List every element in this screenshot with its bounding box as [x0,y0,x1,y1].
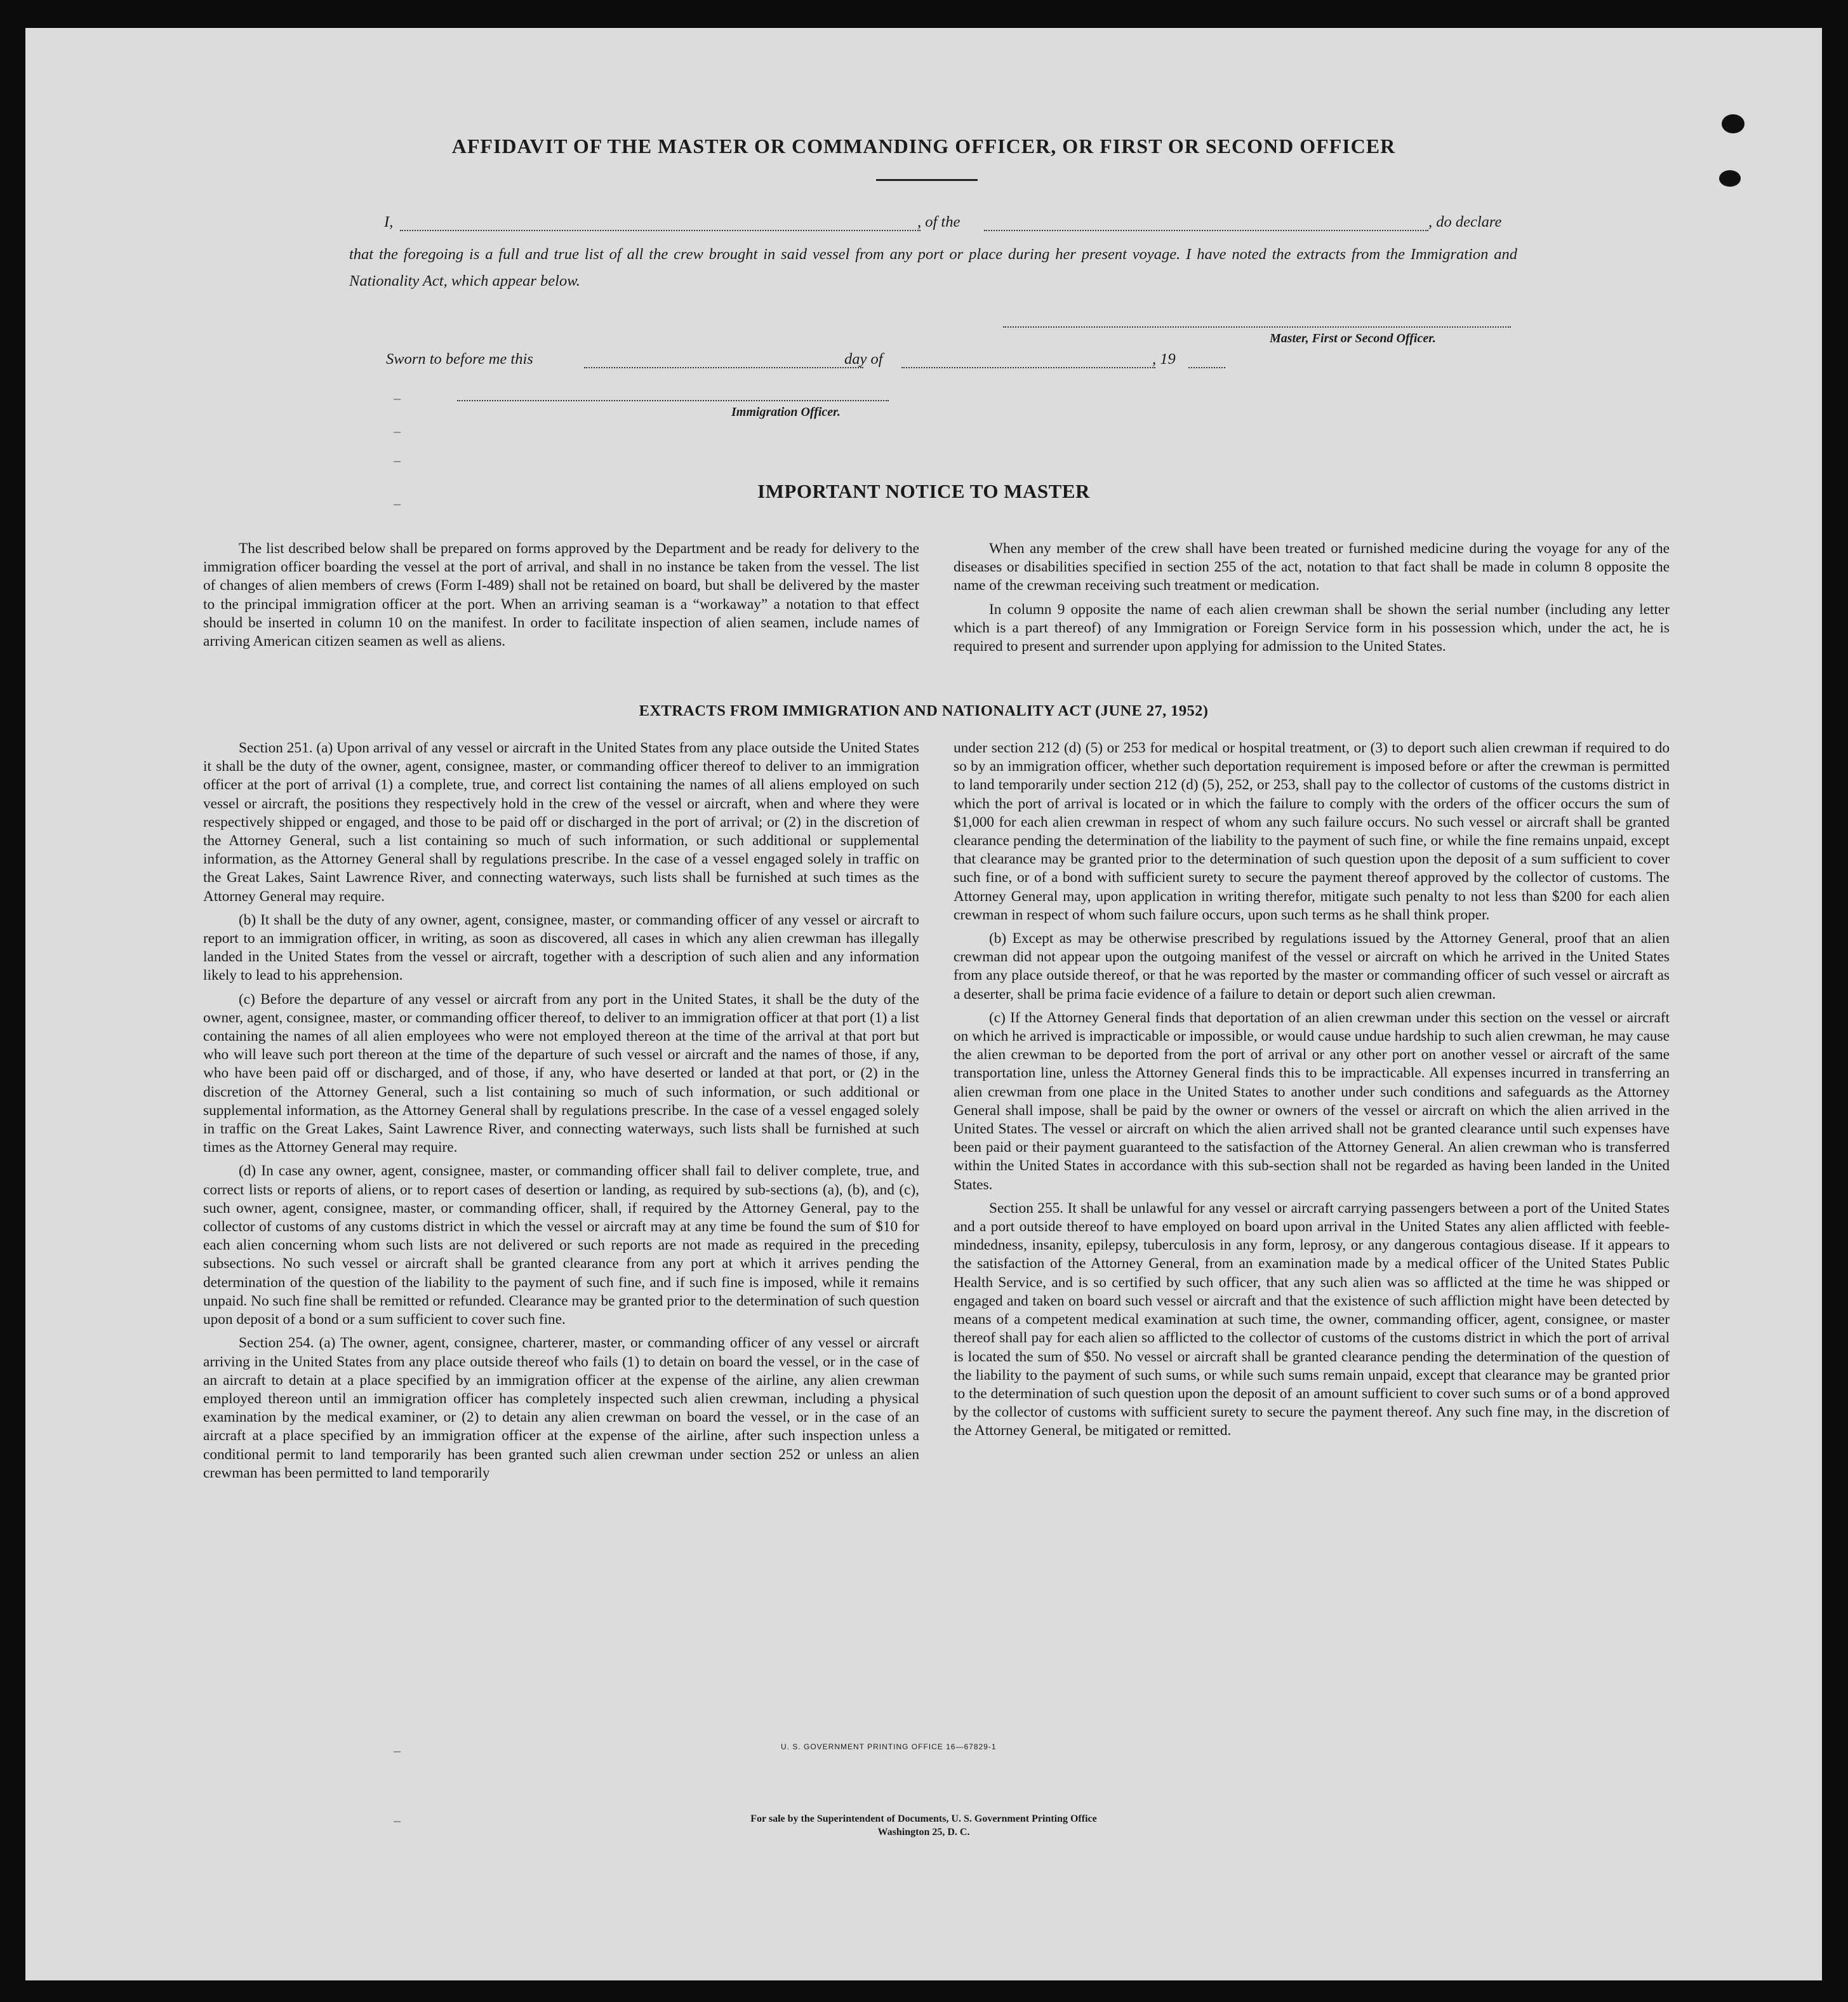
margin-dash: – [394,1742,401,1758]
margin-dash: – [394,495,401,511]
day-of-label: day of [844,350,883,368]
punch-hole-mark [1722,114,1745,133]
declarant-prefix: I, [384,213,394,230]
sale-notice-line1: For sale by the Superintendent of Documents, U. S. Government Printing Office [750,1813,1097,1824]
declaration-text: that the foregoing is a full and true list of all the crew brought in said vessel from any port or place during her present voyage. I have noted the extracts from the Immigration and Nationality Act, which appear below. [349,246,1517,290]
affidavit-title: AFFIDAVIT OF THE MASTER OR COMMANDING OFFICER, OR FIRST OR SECOND OFFICER [451,135,1396,157]
extracts-title: EXTRACTS FROM IMMIGRATION AND NATIONALITY ACT (JUNE 27, 1952) [639,702,1209,719]
sworn-day-field[interactable] [584,367,863,368]
vessel-name-field[interactable] [984,230,1428,231]
printer-imprint: U. S. GOVERNMENT PRINTING OFFICE 16—67829-1 [781,1742,997,1751]
section-255: Section 255. It shall be unlawful for any vessel or aircraft carrying passengers between a port of the United States and a port outside thereof to have employed on board upon arrival in the United States any alien afflicted with feeble-mindedness, insanity, epilepsy, tuberculosis in any form, leprosy, or any dangerous contagious disease. If it appears to the satisfaction of the Attorney General, from an examination made by a medical officer of the United States Public Health Service, and is so certified by such officer, that any such alien was so afflicted at the time he was shipped or engaged and taken on board such vessel or aircraft and that the existence of such affliction might have been detected by means of a competent medical examination at such time, the owner, commanding officer, agent, consignee, or master thereof shall pay for each alien so afflicted to the collector of customs of the customs district in which the port of arrival is located the sum of $50. No vessel or aircraft shall be granted clearance pending the determination of the question of the liability to the payment of such sums, or while such sums remain unpaid, except that clearance may be granted prior to the determination of such question upon the deposit of an amount sufficient to cover such sums or of a bond approved by the collector of customs with sufficient surety to secure the payment thereof. Any such fine may, in the discretion of the Attorney General, be mitigated or remitted. [954,1199,1670,1439]
declarant-name-field[interactable] [400,230,921,231]
section-254b: (b) Except as may be otherwise prescribed by regulations issued by the Attorney General, proof that an alien crewman did not appear upon the outgoing manifest of the vessel or aircraft on which he arrived in the United States from any place outside thereof, or that he was reported by the master or commanding officer of such vessel or aircraft as a deserter, shall be prima facie evidence of a failure to detain or deport such alien crewman. [954,930,1670,1003]
notice-paragraph: In column 9 opposite the name of each alien crewman shall be shown the serial number (including any letter which is a part thereof) of any Immigration or Foreign Service form in his possession which, under the act, he is required to present and surrender upon applying for admission to the United States. [954,601,1670,655]
sale-notice-line2: Washington 25, D. C. [877,1827,970,1838]
section-251d: (d) In case any owner, agent, consignee, master, or commanding officer shall fail to deliver complete, true, and correct lists or reports of aliens, or to report cases of desertion or landing, as required by sub-sections (a), (b), and (c), such owner, agent, consignee, master, or commanding officer, shall, if required by the Attorney General, pay to the collector of customs of any customs district in which the vessel or aircraft may at any time be found the sum of $10 for each alien concerning whom such lists are not delivered or such reports are not made as required in the preceding subsections. No such vessel or aircraft shall be granted clearance from any port at which it arrives pending the determination of the question of the liability to the payment of such fine, and if such fine is imposed, while it remains unpaid. No such fine shall be remitted or refunded. Clearance may be granted prior to the determination of such question upon deposit of a bond or a sum sufficient to cover such fine. [203,1163,919,1328]
section-251a: Section 251. (a) Upon arrival of any vessel or aircraft in the United States from any place outside the United States it shall be the duty of the owner, agent, consignee, master, or commanding officer thereof to deliver to an immigration officer at the port of arrival (1) a complete, true, and correct list containing the names of all aliens employed on such vessel or aircraft, the positions they respectively hold in the crew of the vessel or aircraft, when and where they were respectively shipped or engaged, and those to be paid off or discharged in the port of arrival; or (2) in the discretion of the Attorney General, such a list containing so much of such information, or such additional or supplemental information, as the Attorney General shall by regulations prescribe. In the case of a vessel engaged solely in traffic on the Great Lakes, Saint Lawrence River, and connecting waterways, such lists shall be furnished at such times as the Attorney General may require. [203,740,919,905]
section-254a-continued: under section 212 (d) (5) or 253 for medical or hospital treatment, or (3) to deport such alien crewman if required to do so by an immigration officer, whether such deportation requirement is imposed before or after the crewman is permitted to land temporarily under section 212 (d) (5), 252, or 253, shall pay to the collector of customs of the customs district in which the port of arrival is located or in which the failure to comply with the orders of the officer occurs the sum of $1,000 for each alien crewman in respect of whom any such failure occurs. No such vessel or aircraft shall be granted clearance pending the determination of the liability to the payment of such fine, or while the fine remains unpaid, except that clearance may be granted prior to the determination of such question upon the deposit of a sum sufficient to cover such fine, or of a bond with sufficient surety to secure the payment thereof approved by the collector of customs. The Attorney General may, upon application in writing therefor, mitigate such penalty to not less than $200 for each alien crewman in respect of whom such failure occurs, upon such terms as he shall think proper. [954,740,1670,923]
margin-dash: – [394,423,401,439]
master-signature-field[interactable] [1003,326,1511,328]
year-label: , 19 [1152,350,1176,368]
sale-notice [25,1812,1822,1839]
notice-right-column [954,540,1670,661]
notice-paragraph: The list described below shall be prepared on forms approved by the Department and be ready for delivery to the immigration officer boarding the vessel at the port of arrival, and shall in no instance be taken from the vessel. The list of changes of alien members of crews (Form I-489) shall not be retained on board, but shall be delivered by the master to the principal immigration officer at the port. When an arriving seaman is a “workaway” a notation to that effect should be inserted in column 10 on the manifest. In order to facilitate inspection of alien seamen, include names of arriving American citizen seamen as well as aliens. [203,540,919,650]
declare-label: , do declare [1428,213,1502,230]
margin-dash: – [394,1812,401,1828]
title-rule [876,179,978,181]
section-254c: (c) If the Attorney General finds that deportation of an alien crewman under this section on the vessel or aircraft on which he arrived is impracticable or impossible, or would cause undue hardship to such alien crewman, he may cause the alien crewman to be deported from the port of arrival or any other port on another vessel or aircraft of the same transportation line, unless the Attorney General finds this to be impracticable. All expenses incurred in transferring an alien crewman from one place in the United States to another under such conditions and safeguards as the Attorney General shall impose, shall be paid by the owner or owners of the vessel or aircraft on which the alien arrived in the United States. The vessel or aircraft on which the alien arrived shall not be granted clearance until such expenses have been paid or their payment guaranteed to the satisfaction of the Attorney General. An alien crewman who is transferred within the United States in accordance with this sub-section shall not be regarded as having been landed in the United States. [954,1009,1670,1193]
sworn-year-field[interactable] [1188,367,1225,368]
section-251b: (b) It shall be the duty of any owner, agent, consignee, master, or commanding officer of any vessel or aircraft to report to an immigration officer, in writing, as soon as discovered, all cases in which any alien crewman has illegally landed in the United States from the vessel or aircraft, together with a description of such alien and any information likely to lead to his apprehension. [203,911,919,984]
extracts-right-column [954,739,1670,1446]
sworn-label: Sworn to before me this [386,350,533,368]
immigration-officer-signature-field[interactable] [457,400,889,401]
notice-left-column [203,540,919,656]
punch-hole-mark [1719,170,1741,187]
extracts-left-column [203,739,919,1488]
notice-paragraph: When any member of the crew shall have been treated or furnished medicine during the voyage for any of the diseases or disabilities specified in section 255 of the act, notation to that fact shall be made in column 8 opposite the name of the crewman receiving such treatment or medication. [954,540,1670,594]
sworn-month-field[interactable] [901,367,1155,368]
margin-dash: – [394,390,401,406]
master-signature-caption: Master, First or Second Officer. [1270,331,1436,345]
section-251c: (c) Before the departure of any vessel or aircraft from any port in the United States, it shall be the duty of the owner, agent, consignee, master, or commanding officer thereof, to deliver to an immigration officer at that port (1) a list containing the names of all alien employees who were not employed thereon at the time of the arrival at that port but who will leave such port thereon at the time of the departure of such vessel or aircraft and the names of those, if any, who have been paid off or discharged, and of those, if any, who have deserted or landed at that port, or (2) in the discretion of the Attorney General, such a list containing so much of such information, or such additional or supplemental information, as the Attorney General shall by regulations prescribe. In the case of a vessel engaged solely in traffic on the Great Lakes, Saint Lawrence River, and connecting waterways, such lists shall be furnished at such times as the Attorney General may require. [203,991,919,1156]
section-254a: Section 254. (a) The owner, agent, consignee, charterer, master, or commanding officer of any vessel or aircraft arriving in the United States from any place outside thereof who fails (1) to detain on board the vessel, or in the case of an aircraft to detain at a place specified by an immigration officer at the expense of the airline, any alien crewman employed thereon until an immigration officer has completely inspected such alien crewman, including a physical examination by the medical examiner, or (2) to detain any alien crewman on board the vessel, or in the case of an aircraft at a place specified by an immigration officer at the expense of the airline, after such inspection unless a conditional permit to land temporarily has been granted such alien crewman under section 252 or unless an alien crewman has been permitted to land temporarily [203,1335,919,1481]
vessel-of-label: , of the [917,213,961,230]
notice-title: IMPORTANT NOTICE TO MASTER [757,480,1090,502]
margin-dash: – [394,452,401,468]
immigration-officer-caption: Immigration Officer. [731,405,841,419]
document-page [25,28,1822,1980]
